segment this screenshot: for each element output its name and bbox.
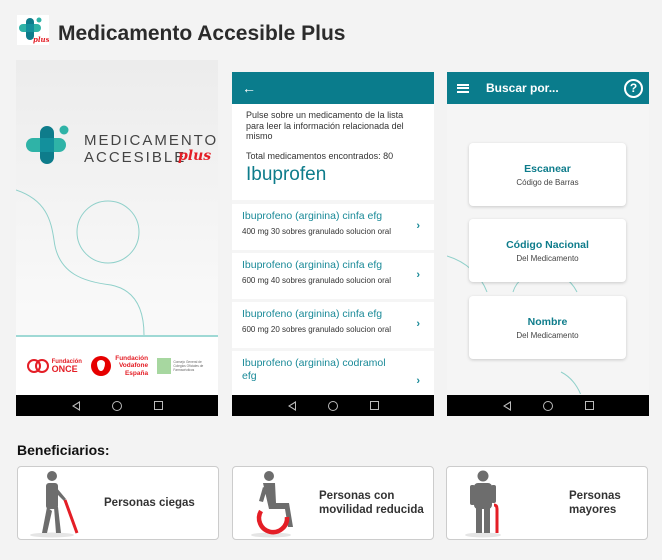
nav-back-icon[interactable] [288,401,296,411]
medicamento-plus-logo-icon [17,15,49,45]
android-navbar [16,395,218,416]
page-title: Medicamento Accesible Plus [58,22,346,45]
app-bar [232,72,434,104]
fundacion-once-logo: Fundación ONCE [27,359,82,373]
app-logo-text: MEDICAMENTO ACCESIBLE [84,132,218,166]
chevron-right-icon: › [416,220,420,232]
nav-back-icon[interactable] [503,401,511,411]
cgcof-logo: Consejo General de Colegios Oficiales de Farmacéuticos [157,358,207,374]
android-navbar [447,395,649,416]
instructions-text: Pulse sobre un medicamento de la lista para leer la información relacionada del mismo [246,110,404,141]
page-header [17,14,346,46]
name-search-button[interactable]: Nombre Del Medicamento [469,296,626,359]
android-navbar [232,395,434,416]
medication-list [232,204,434,400]
nav-home-icon[interactable] [543,401,553,411]
wheelchair-icon [243,467,303,539]
elderly-person-icon [457,467,517,539]
list-item[interactable]: Ibuprofeno (arginina) cinfa efg 600 mg 20 sobres granulado solucion oral › [232,302,434,348]
list-item[interactable]: Ibuprofeno (arginina) cinfa efg 400 mg 30 sobres granulado solucion oral › [232,204,434,250]
once-rings-icon [27,359,49,373]
national-code-button[interactable]: Código Nacional Del Medicamento [469,219,626,282]
svg-text:plus: plus [33,35,49,44]
results-count: Total medicamentos encontrados: 80 [246,150,394,161]
nav-back-icon[interactable] [72,401,80,411]
fundacion-vodafone-logo: Fundación Vodafone España [91,355,148,378]
nav-home-icon[interactable] [328,401,338,411]
scan-barcode-button[interactable]: Escanear Código de Barras [469,143,626,206]
list-item[interactable]: Ibuprofeno (arginina) cinfa efg 600 mg 40 sobres granulado solucion oral › [232,253,434,299]
app-logo-icon [26,122,70,168]
search-query: Ibuprofen [246,163,327,185]
help-icon[interactable]: ? [624,79,643,98]
nav-recent-icon[interactable] [154,401,163,410]
hamburger-menu-icon[interactable] [457,84,469,93]
app-bar [447,72,649,104]
nav-home-icon[interactable] [112,401,122,411]
app-logo-plus: plus [178,148,212,164]
screen-title: Buscar por... [486,81,559,95]
beneficiary-elderly: Personas mayores [446,466,648,540]
chevron-right-icon: › [416,375,420,387]
vodafone-icon [91,356,111,376]
sponsors-bar [16,337,218,395]
list-item[interactable]: Ibuprofeno (arginina) codramol efg › [232,351,434,397]
nav-recent-icon[interactable] [370,401,379,410]
nav-recent-icon[interactable] [585,401,594,410]
beneficiary-reduced-mobility: Personas con movilidad reducida [232,466,434,540]
back-arrow-icon[interactable]: ← [242,80,256,96]
decorative-curves [16,180,218,340]
chevron-right-icon: › [416,318,420,330]
results-header [232,104,434,200]
beneficiary-blind: Personas ciegas [17,466,219,540]
search-screen [447,72,649,416]
splash-screen [16,60,218,416]
results-screen [232,72,434,416]
beneficiaries-heading: Beneficiarios: [17,442,110,458]
blind-person-icon [28,467,88,539]
chevron-right-icon: › [416,269,420,281]
pharmacy-cross-icon [157,358,171,374]
